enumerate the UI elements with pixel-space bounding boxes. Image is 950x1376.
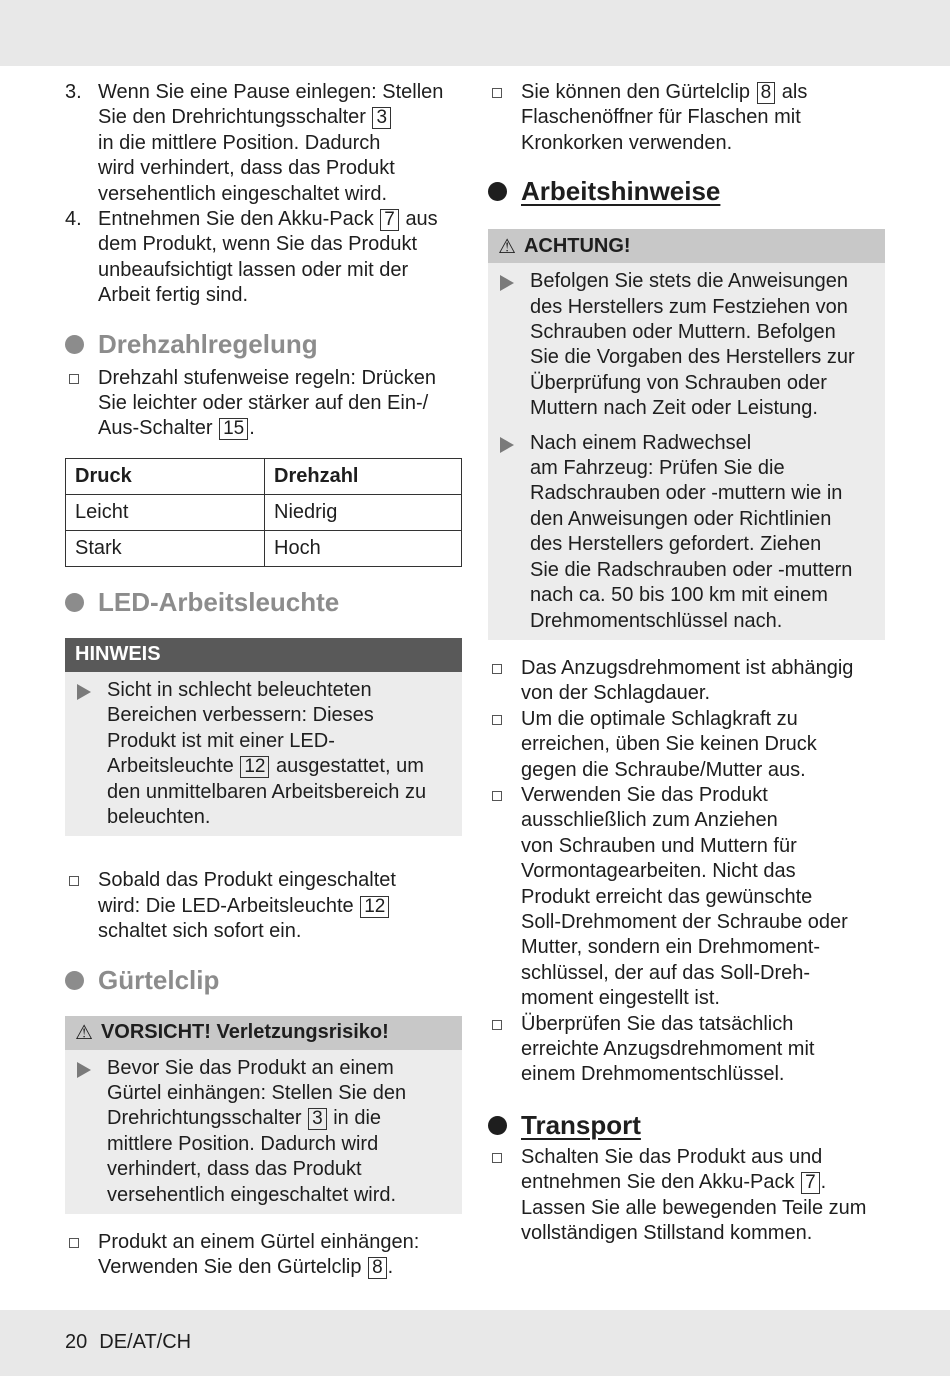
caution-title: VORSICHT! Verletzungsrisiko!	[100, 1021, 389, 1044]
list-item: Das Anzugsdrehmoment ist abhängig von der Schlagdauer.	[488, 656, 885, 707]
square-bullet-icon	[492, 791, 502, 801]
step-3: 3. Wenn Sie eine Pause einlegen: Stellen Sie den Drehrichtungsschalter 3 in die mittlere Position. Dadurch wird verhindert, dass das Produkt versehentlich eingeschaltet wird.	[65, 81, 444, 205]
page-footer	[65, 1331, 203, 1354]
list-item: Verwenden Sie das Produkt ausschließlich zum Anziehen von Schrauben und Muttern für Vormontagearbeiten. Nicht das Produkt erreicht das gewünschte Soll-Drehmoment der Schraube oder Mutter, sondern ein Drehmoment- schlüssel, der auf das Soll-Dreh- moment eingestellt ist.	[488, 783, 885, 1012]
attention-title: ACHTUNG!	[523, 234, 631, 257]
list-item: Bevor Sie das Produkt an einem Gürtel einhängen: Stellen Sie den Drehrichtungsschalter 3 in die mittlere Position. Dadurch wird verhindert, dass das Produkt versehentlich eingeschaltet wird.	[75, 1056, 448, 1208]
part-ref: 8	[368, 1257, 387, 1279]
warning-triangle-icon: ⚠	[75, 1022, 93, 1045]
part-ref: 8	[757, 82, 776, 104]
table-row: Stark Hoch	[66, 530, 462, 566]
list-item: Produkt an einem Gürtel einhängen: Verwenden Sie den Gürtelclip 8 .	[65, 1230, 462, 1281]
left-column	[65, 80, 462, 1281]
triangle-bullet-icon	[77, 1062, 91, 1078]
triangle-bullet-icon	[500, 275, 514, 291]
hint-title: HINWEIS	[65, 638, 462, 672]
list-item: Überprüfen Sie das tatsächlich erreichte Anzugsdrehmoment mit einem Drehmomentschlüssel.	[488, 1012, 885, 1088]
part-ref: 15	[219, 418, 248, 440]
bullet-dot-icon	[488, 1116, 507, 1135]
square-bullet-icon	[492, 88, 502, 98]
work-notes-list	[488, 656, 885, 1088]
list-item: Sobald das Produkt eingeschaltet wird: Die LED-Arbeitsleuchte 12 schaltet sich sofort ein.	[65, 868, 462, 944]
square-bullet-icon	[492, 664, 502, 674]
section-heading-guertelclip: Gürtelclip	[65, 965, 462, 996]
table-row: Leicht Niedrig	[66, 494, 462, 530]
section-heading-led: LED-Arbeitsleuchte	[65, 587, 462, 618]
bullet-dot-icon	[488, 182, 507, 201]
list-item: Um die optimale Schlagkraft zu erreichen, üben Sie keinen Druck gegen die Schraube/Mutter aus.	[488, 707, 885, 783]
part-ref: 7	[380, 209, 399, 231]
caution-box	[65, 1016, 462, 1214]
step-4: 4. Entnehmen Sie den Akku-Pack 7 aus dem Produkt, wenn Sie das Produkt unbeaufsichtigt lassen oder mit der Arbeit fertig sind.	[65, 208, 438, 307]
part-ref: 3	[372, 107, 391, 129]
bullet-dot-icon	[65, 593, 84, 612]
section-heading-drehzahl: Drehzahlregelung	[65, 329, 462, 360]
part-ref: 12	[360, 896, 389, 918]
square-bullet-icon	[69, 1238, 79, 1248]
part-ref: 3	[308, 1108, 327, 1130]
bullet-dot-icon	[65, 971, 84, 990]
locale-label: DE/AT/CH	[99, 1331, 192, 1353]
warning-triangle-icon: ⚠	[498, 235, 516, 258]
section-heading-arbeitshinweise: Arbeitshinweise	[488, 176, 885, 207]
list-item: Schalten Sie das Produkt aus und entnehmen Sie den Akku-Pack 7 . Lassen Sie alle bewegenden Teile zum vollständigen Stillstand kommen.	[488, 1145, 885, 1247]
section-heading-transport: Transport	[488, 1110, 885, 1141]
page-number: 20	[65, 1331, 88, 1353]
square-bullet-icon	[69, 374, 79, 384]
table-header-row: Druck Drehzahl	[66, 458, 462, 494]
list-item: Sie können den Gürtelclip 8 als Flaschenöffner für Flaschen mit Kronkorken verwenden.	[488, 80, 885, 156]
attention-box	[488, 229, 885, 640]
speed-table	[65, 458, 462, 567]
list-item: Sicht in schlecht beleuchteten Bereichen verbessern: Dieses Produkt ist mit einer LED- Arbeitsleuchte 12 ausgestattet, um den unmittelbaren Arbeitsbereich zu beleuchten.	[75, 678, 448, 830]
step-number: 4.	[65, 208, 82, 231]
header-band	[0, 0, 950, 66]
bullet-dot-icon	[65, 335, 84, 354]
square-bullet-icon	[492, 715, 502, 725]
step-number: 3.	[65, 81, 82, 103]
square-bullet-icon	[492, 1153, 502, 1163]
triangle-bullet-icon	[77, 684, 91, 700]
triangle-bullet-icon	[500, 437, 514, 453]
right-column	[488, 80, 885, 1246]
part-ref: 7	[801, 1172, 820, 1194]
part-ref: 12	[240, 756, 269, 778]
square-bullet-icon	[492, 1020, 502, 1030]
square-bullet-icon	[69, 876, 79, 886]
hint-box	[65, 638, 462, 836]
list-item: Nach einem Radwechsel am Fahrzeug: Prüfen Sie die Radschrauben oder -muttern wie in den Anweisungen oder Richtlinien des Herstellers gefordert. Ziehen Sie die Radschrauben oder -muttern nach ca. 50 bis 100 km mit einem Drehmomentschlüssel nach.	[498, 431, 871, 634]
list-item: Befolgen Sie stets die Anweisungen des Herstellers zum Festziehen von Schrauben oder Muttern. Befolgen Sie die Vorgaben des Herstellers zur Überprüfung von Schrauben oder Muttern nach Zeit oder Leistung.	[498, 269, 871, 421]
list-item: Drehzahl stufenweise regeln: Drücken Sie leichter oder stärker auf den Ein-/ Aus-Schalter 15 .	[65, 366, 462, 442]
